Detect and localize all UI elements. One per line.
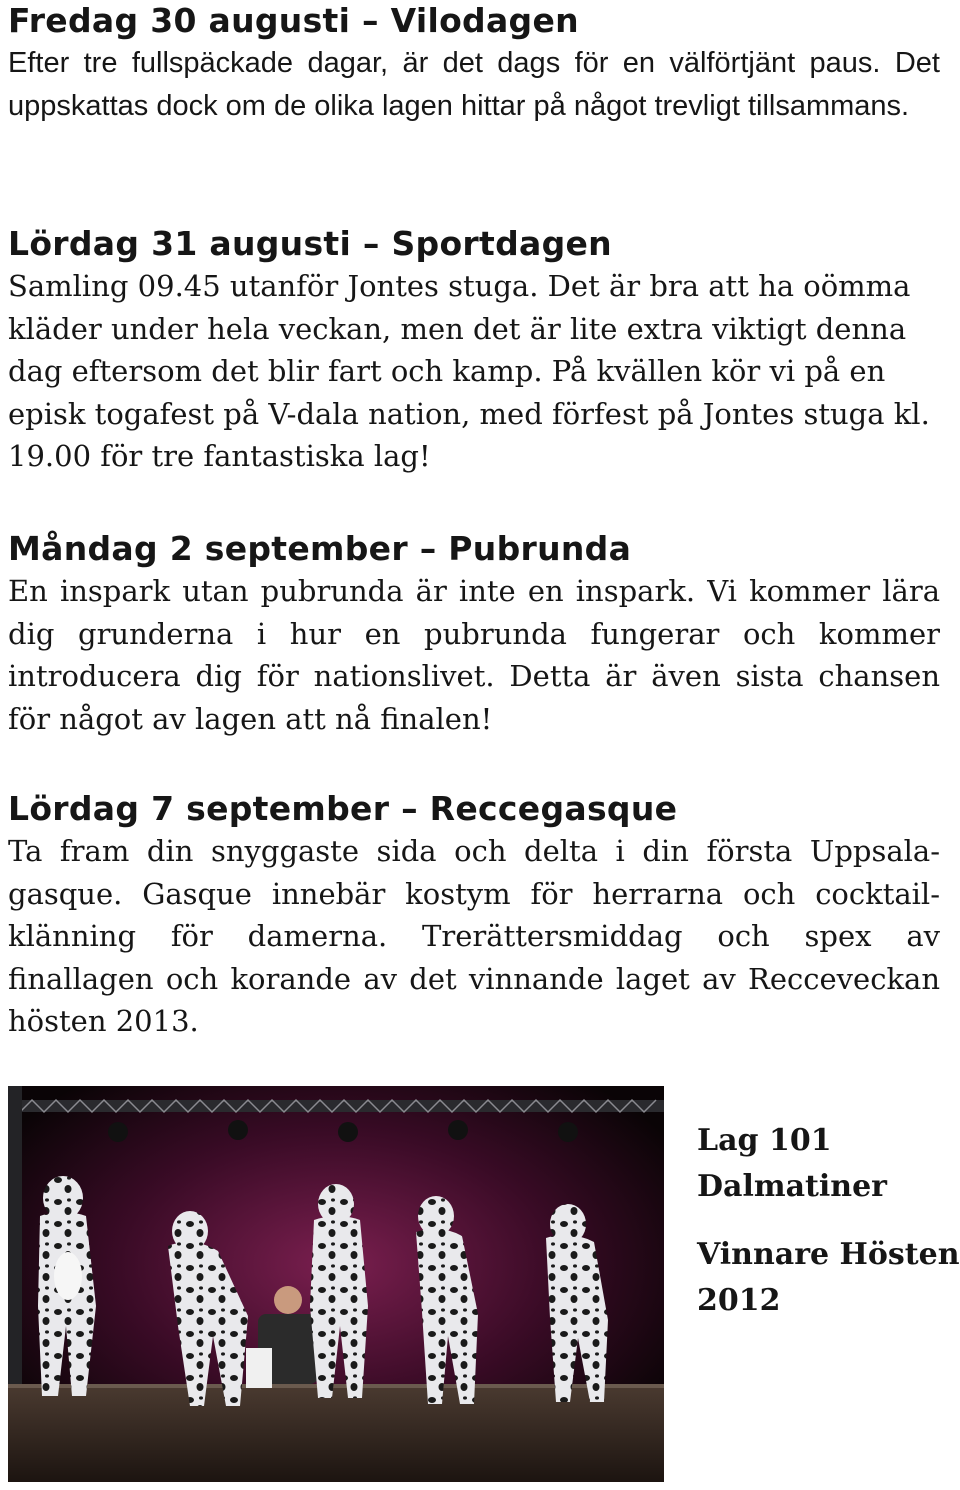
section-heading: Fredag 30 augusti – Vilodagen [8, 1, 579, 40]
section-vilodagen [8, 0, 940, 127]
section-body: En inspark utan pubrunda är inte en inspark. Vi kommer lära dig grunderna i hur en pubrunda fungerar och kommer introducera dig för nationslivet. Detta är även sista chansen för något av lagen att nå finalen! [8, 574, 940, 736]
photo-caption [697, 1118, 960, 1324]
section-heading: Lördag 7 september – Reccegasque [8, 789, 678, 828]
caption-team: Lag 101 [697, 1123, 832, 1158]
section-heading: Måndag 2 september – Pubrunda [8, 529, 632, 568]
section-body: Ta fram din snyggaste sida och delta i din första Uppsala-gasque. Gasque innebär kostym för herrarna och cocktail-klänning för damerna. Trerättersmiddag och spex av finallagen och korande av det vinnande laget av Recceveckan hösten 2013. [8, 834, 940, 1038]
section-body: Samling 09.45 utanför Jontes stuga. Det är bra att ha oömma kläder under hela veckan, men det är lite extra viktigt denna dag eftersom det blir fart och kamp. På kvällen kör vi på en episk togafest på V-dala nation, med förfest på Jontes stuga kl. 19.00 för tre fantastiska lag! [8, 269, 930, 473]
section-reccegasque [8, 788, 940, 1043]
caption-award: Vinnare Hösten [697, 1237, 960, 1272]
caption-name: Dalmatiner [697, 1169, 887, 1204]
section-sportdagen [8, 223, 940, 478]
caption-year: 2012 [697, 1283, 781, 1318]
section-body: Efter tre fullspäckade dagar, är det dags för en välförtjänt paus. Det uppskattas dock om de olika lagen hittar på något trevligt tillsammans. [8, 47, 940, 122]
section-pubrunda [8, 528, 940, 740]
section-heading: Lördag 31 augusti – Sportdagen [8, 224, 612, 263]
team-photo [8, 1086, 664, 1482]
